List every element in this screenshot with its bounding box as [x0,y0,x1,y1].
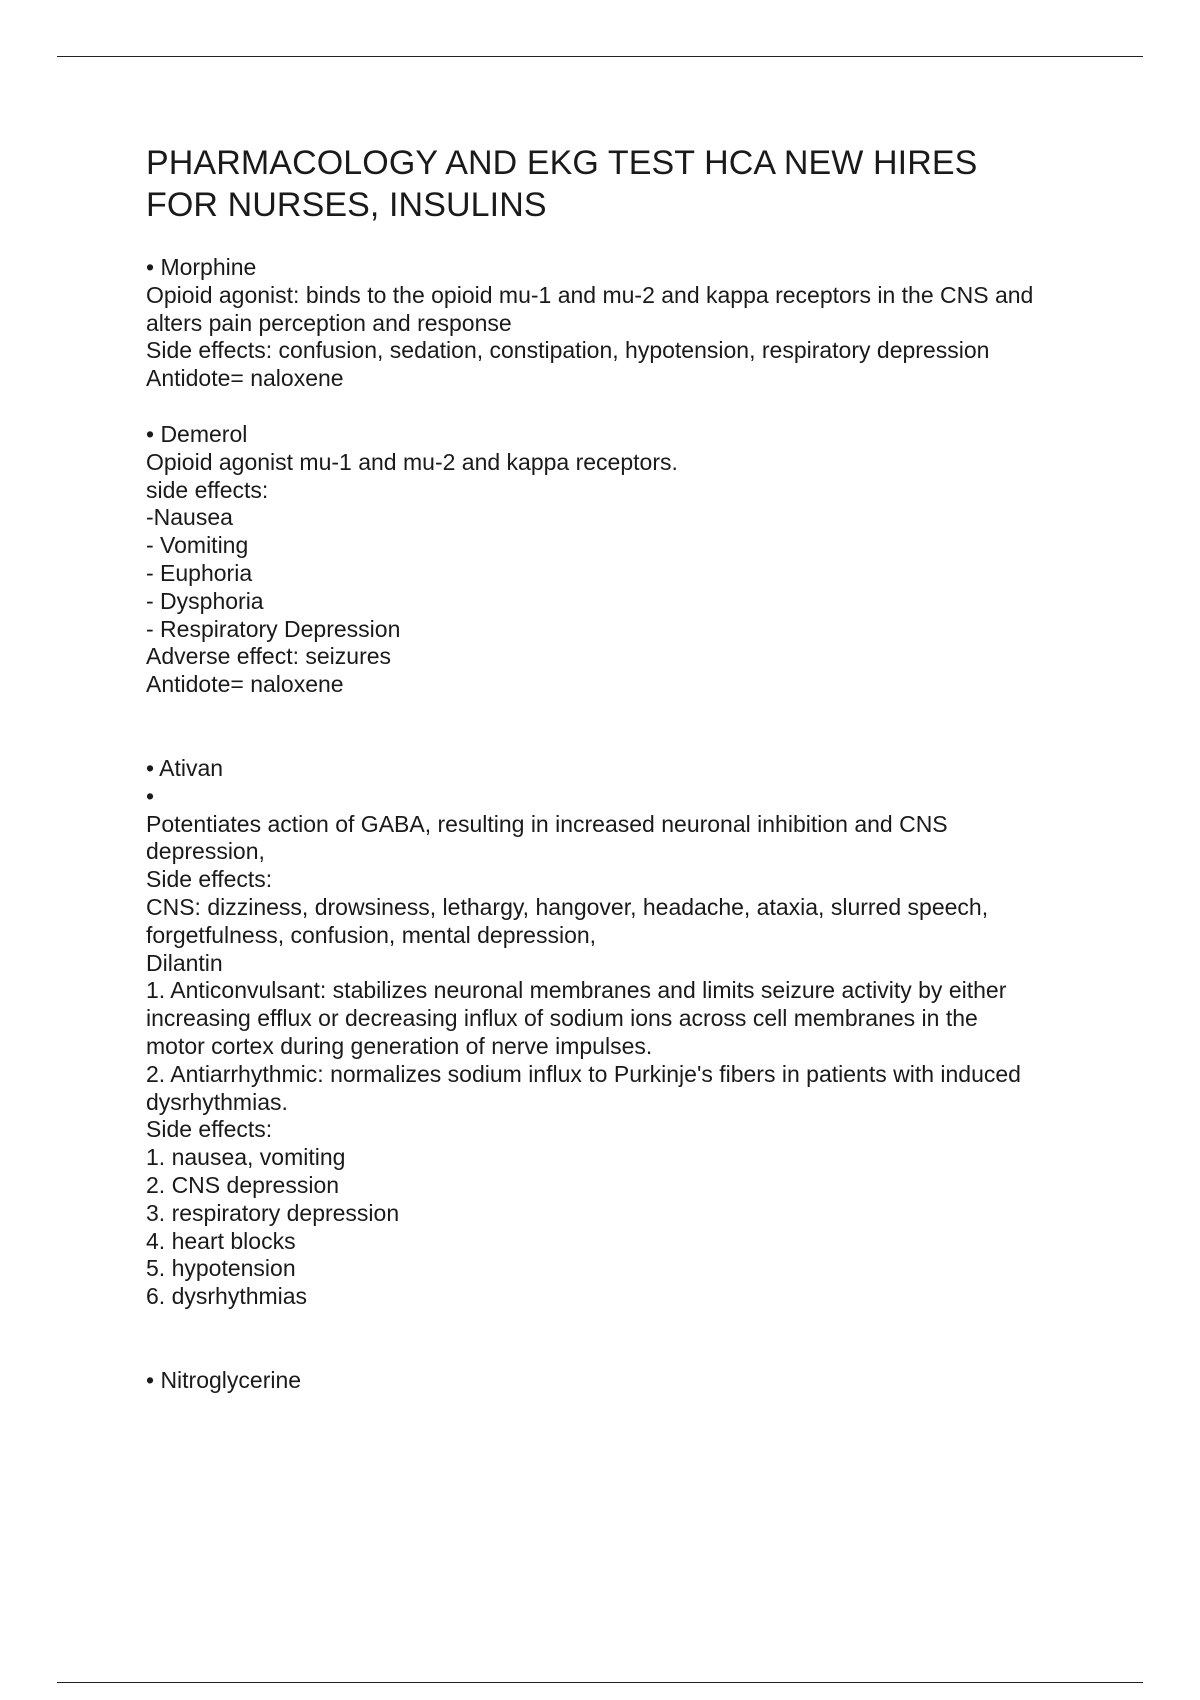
demerol-line: Opioid agonist mu-1 and mu-2 and kappa receptors. [146,448,678,475]
morphine-line: Antidote= naloxene [146,365,344,392]
demerol-line: side effects: [146,476,269,503]
ativan-line: Potentiates action of GABA, resulting in increased neuronal inhibition and CNS [146,810,948,837]
demerol-line: Adverse effect: seizures [146,643,392,670]
morphine-line: Side effects: confusion, sedation, constipation, hypotension, respiratory depression [146,337,990,364]
section-spacer [146,699,1106,755]
document-body [146,254,1106,1395]
demerol-line: Antidote= naloxene [146,671,344,698]
section-spacer [146,1311,1106,1367]
ativan-line: increasing efflux or decreasing influx of sodium ions across cell membranes in the [146,1005,978,1032]
ativan-line: CNS: dizziness, drowsiness, lethargy, hangover, headache, ataxia, slurred speech, [146,893,989,920]
ativan-line: 2. Antiarrhythmic: normalizes sodium influx to Purkinje's fibers in patients with induced [146,1060,1021,1087]
demerol-line: - Dysphoria [146,587,264,614]
bottom-rule [57,1682,1143,1683]
morphine-line: Opioid agonist: binds to the opioid mu-1 and mu-2 and kappa receptors in the CNS and [146,281,1034,308]
ativan-line: Side effects: [146,866,273,893]
ativan-line: 5. hypotension [146,1255,296,1282]
demerol-line: - Respiratory Depression [146,615,401,642]
ativan-line: depression, [146,838,265,865]
ativan-line: 1. Anticonvulsant: stabilizes neuronal membranes and limits seizure activity by either [146,977,1007,1004]
demerol-line: -Nausea [146,504,233,531]
document-page [146,142,1106,1395]
ativan-bullet: • [146,782,155,809]
morphine-heading: • Morphine [146,254,257,280]
demerol-line: - Euphoria [146,559,253,586]
demerol-heading: • Demerol [146,420,248,447]
document-title [146,142,1106,226]
top-rule [57,56,1143,57]
ativan-line: Dilantin [146,949,223,976]
ativan-line: forgetfulness, confusion, mental depression, [146,921,597,948]
demerol-line: - Vomiting [146,532,249,559]
ativan-line: 1. nausea, vomiting [146,1144,346,1171]
title-line: FOR NURSES, INSULINS [146,186,547,224]
title-line: PHARMACOLOGY AND EKG TEST HCA NEW HIRES [146,144,978,182]
nitroglycerine-heading: • Nitroglycerine [146,1366,302,1393]
section-spacer [146,393,1106,421]
ativan-line: Side effects: [146,1116,273,1143]
ativan-line: 3. respiratory depression [146,1199,400,1226]
ativan-line: 6. dysrhythmias [146,1283,308,1310]
ativan-line: 2. CNS depression [146,1171,340,1198]
morphine-line: alters pain perception and response [146,309,512,336]
ativan-heading: • Ativan [146,754,224,781]
ativan-line: motor cortex during generation of nerve impulses. [146,1032,653,1059]
ativan-line: 4. heart blocks [146,1227,296,1254]
ativan-line: dysrhythmias. [146,1088,288,1115]
